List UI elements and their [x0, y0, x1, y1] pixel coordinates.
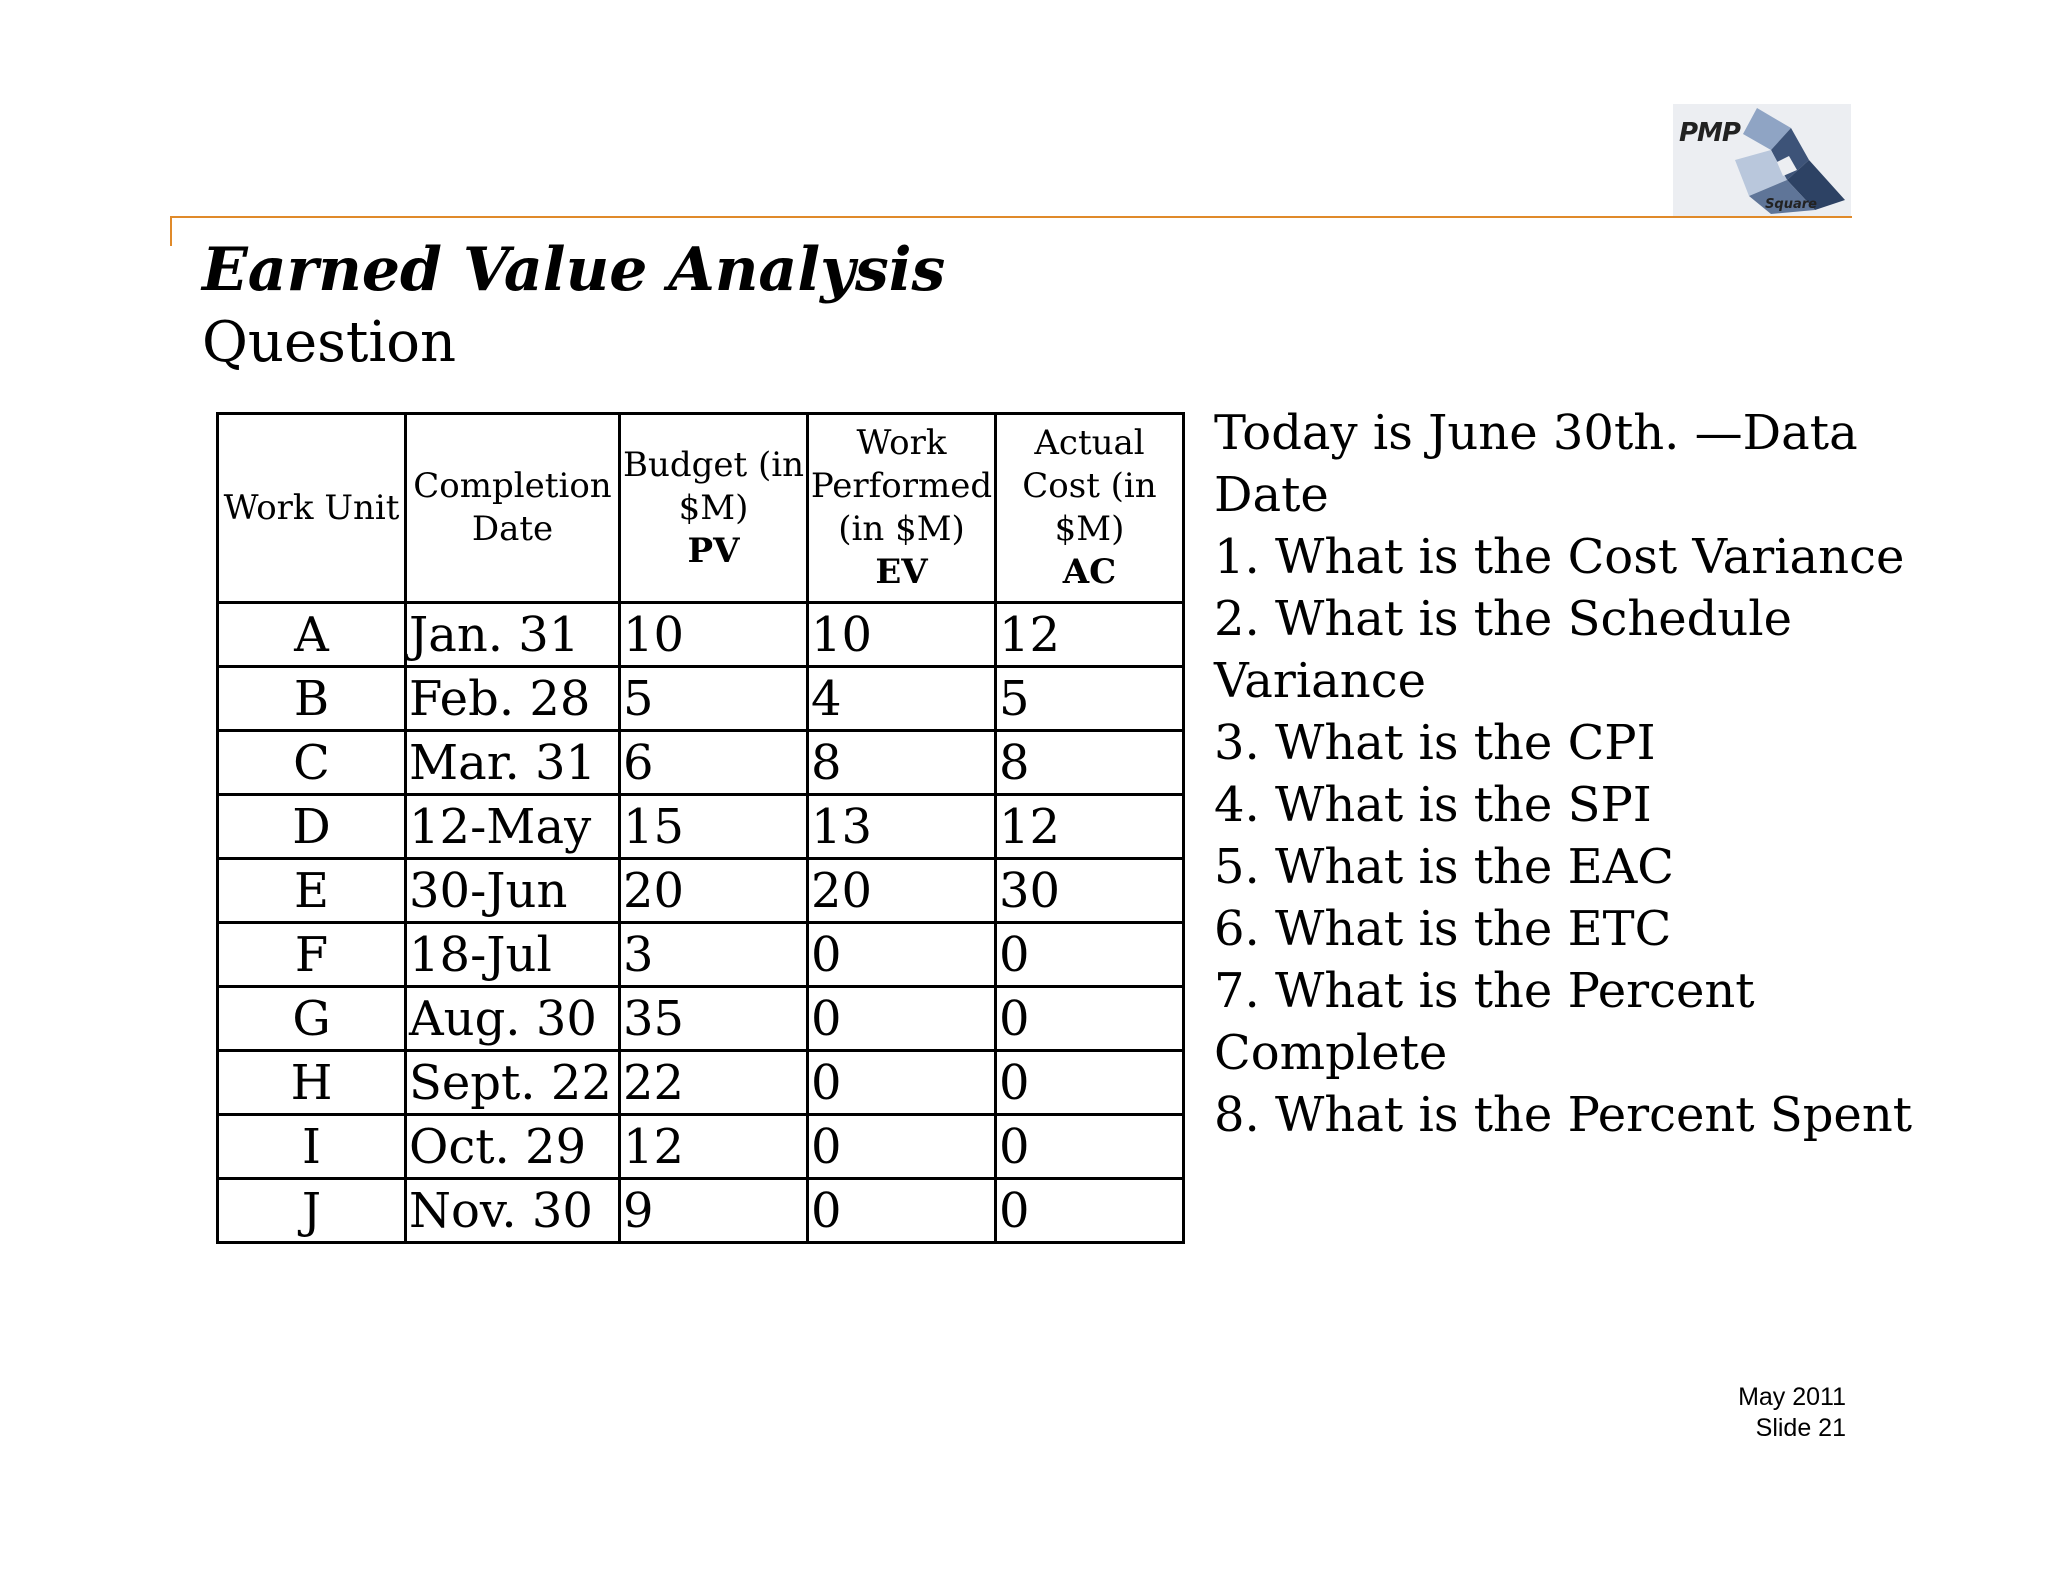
cell-ac: 8	[996, 731, 1184, 795]
question-list	[1214, 402, 1914, 1146]
slide-footer	[1738, 1382, 1846, 1444]
cell-ac: 0	[996, 1115, 1184, 1179]
cell-work-unit: G	[218, 987, 406, 1051]
cell-pv: 15	[620, 795, 808, 859]
pmp-square-logo	[1673, 104, 1851, 216]
table-row	[218, 987, 1184, 1051]
table-row	[218, 1051, 1184, 1115]
earned-value-table	[216, 412, 1185, 1244]
cell-ac: 0	[996, 1179, 1184, 1243]
cell-pv: 9	[620, 1179, 808, 1243]
cell-ev: 8	[808, 731, 996, 795]
cell-work-unit: J	[218, 1179, 406, 1243]
header-work-unit: Work Unit	[218, 414, 406, 603]
cell-pv: 5	[620, 667, 808, 731]
cell-ev: 0	[808, 1051, 996, 1115]
cell-ev: 0	[808, 923, 996, 987]
cell-ev: 0	[808, 1115, 996, 1179]
cell-completion-date: 18-Jul	[406, 923, 620, 987]
cell-pv: 12	[620, 1115, 808, 1179]
table-header-row	[218, 414, 1184, 603]
question-item: 3. What is the CPI	[1214, 715, 1656, 771]
cell-ac: 12	[996, 795, 1184, 859]
cell-ev: 4	[808, 667, 996, 731]
table-row	[218, 795, 1184, 859]
question-item: 5. What is the EAC	[1214, 839, 1675, 895]
cell-completion-date: 30-Jun	[406, 859, 620, 923]
cell-pv: 35	[620, 987, 808, 1051]
cell-completion-date: Mar. 31	[406, 731, 620, 795]
cell-work-unit: H	[218, 1051, 406, 1115]
cell-ev: 13	[808, 795, 996, 859]
cell-ac: 5	[996, 667, 1184, 731]
header-rule-tick	[170, 216, 172, 246]
cell-ev: 0	[808, 987, 996, 1051]
question-item: 6. What is the ETC	[1214, 901, 1672, 957]
cell-pv: 10	[620, 603, 808, 667]
cell-completion-date: Feb. 28	[406, 667, 620, 731]
cell-completion-date: Aug. 30	[406, 987, 620, 1051]
cell-completion-date: Jan. 31	[406, 603, 620, 667]
question-item: 4. What is the SPI	[1214, 777, 1652, 833]
cell-work-unit: I	[218, 1115, 406, 1179]
header-actual-cost: Actual Cost (in $M) AC	[996, 414, 1184, 603]
question-item: 1. What is the Cost Variance	[1214, 529, 1905, 585]
cell-work-unit: B	[218, 667, 406, 731]
footer-date: May 2011	[1738, 1383, 1846, 1411]
question-item: 8. What is the Percent Spent	[1214, 1087, 1913, 1143]
header-budget: Budget (in $M) PV	[620, 414, 808, 603]
table-row	[218, 859, 1184, 923]
table-row	[218, 1115, 1184, 1179]
cell-pv: 3	[620, 923, 808, 987]
cell-completion-date: Nov. 30	[406, 1179, 620, 1243]
cell-ac: 0	[996, 987, 1184, 1051]
header-work-performed: Work Performed (in $M) EV	[808, 414, 996, 603]
cell-ev: 20	[808, 859, 996, 923]
cell-work-unit: C	[218, 731, 406, 795]
cell-work-unit: F	[218, 923, 406, 987]
cell-ac: 0	[996, 923, 1184, 987]
data-date-note: Today is June 30th. —Data Date	[1214, 405, 1858, 523]
question-item: 2. What is the Schedule Variance	[1214, 591, 1793, 709]
cell-work-unit: E	[218, 859, 406, 923]
cell-pv: 20	[620, 859, 808, 923]
cell-pv: 22	[620, 1051, 808, 1115]
slide-subtitle: Question	[202, 310, 457, 375]
cell-completion-date: Oct. 29	[406, 1115, 620, 1179]
cell-ac: 0	[996, 1051, 1184, 1115]
cell-pv: 6	[620, 731, 808, 795]
header-rule	[170, 216, 1852, 218]
cell-ev: 0	[808, 1179, 996, 1243]
logo-text: PMP	[1679, 118, 1740, 148]
header-completion-date: Completion Date	[406, 414, 620, 603]
cell-ev: 10	[808, 603, 996, 667]
table-row	[218, 1179, 1184, 1243]
logo-subtext: Square	[1765, 197, 1817, 212]
cell-work-unit: A	[218, 603, 406, 667]
footer-slide-number: Slide 21	[1755, 1414, 1846, 1442]
table-row	[218, 731, 1184, 795]
table-row	[218, 923, 1184, 987]
cell-completion-date: 12-May	[406, 795, 620, 859]
table-row	[218, 603, 1184, 667]
slide-title: Earned Value Analysis	[202, 235, 946, 305]
cell-completion-date: Sept. 22	[406, 1051, 620, 1115]
cell-ac: 12	[996, 603, 1184, 667]
table-row	[218, 667, 1184, 731]
cell-ac: 30	[996, 859, 1184, 923]
question-item: 7. What is the Percent Complete	[1214, 963, 1755, 1081]
cell-work-unit: D	[218, 795, 406, 859]
